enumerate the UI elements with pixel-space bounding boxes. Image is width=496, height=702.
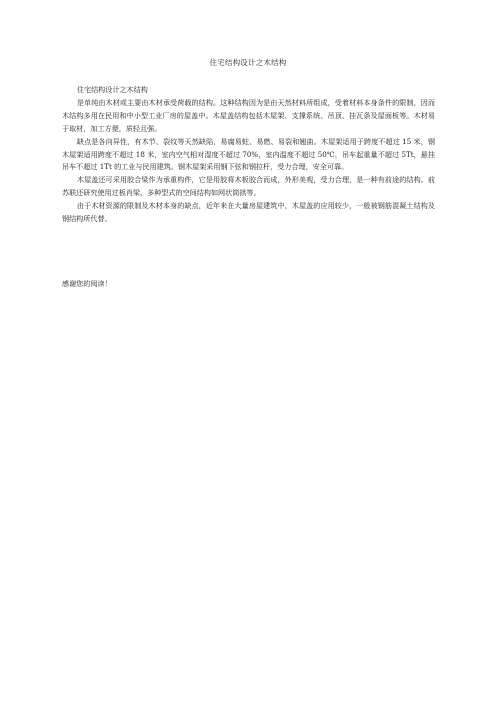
body-paragraph: 是单纯由木材或主要由木材承受荷载的结构。这种结构因为是由天然材料所组成，受着材料本身条件的限制，因而木结构多用在民用和中小型工业厂房的屋盖中。木屋盖结构包括木屋架、支撑系统、吊顶、挂瓦条及屋面板等。木材易于取材，加工方便，质轻且强。 [62, 97, 435, 133]
body-paragraph: 缺点是各向异性，有木节、裂纹等天然缺陷，易腐易蛀、易燃、易裂和翘曲。木屋架适用于跨度不超过 15 米，钢木屋架适用跨度不超过 18 米，室内空气相对湿度不超过 70%，室内温度不超过 50℃，吊车起重量不超过 5Τt，悬挂吊车不超过 1Τt 的工业与民用建筑。钢木屋架采用钢下弦和钢拉杆，受力合理，安全可靠。 [62, 136, 435, 172]
body-paragraph: 由于木材资源的限制及木材本身的缺点，近年来在大量房屋建筑中，木屋盖的应用较少，一般被钢筋混凝土结构及钢结构所代替。 [62, 201, 435, 224]
document-body [62, 84, 435, 226]
closing-text: 感谢您的阅读！ [62, 279, 112, 288]
body-paragraph: 木屋盖还可采用胶合梁作为承重构件，它是用胶将木板胶合而成，外形美观，受力合理，是一种有前途的结构。前苏联还研究使用过板肖梁、多种型式的空间结构如网状筒拱等。 [62, 175, 435, 198]
section-heading: 住宅结构设计之木结构 [76, 85, 148, 94]
document-title: 住宅结构设计之木结构 [209, 58, 287, 67]
